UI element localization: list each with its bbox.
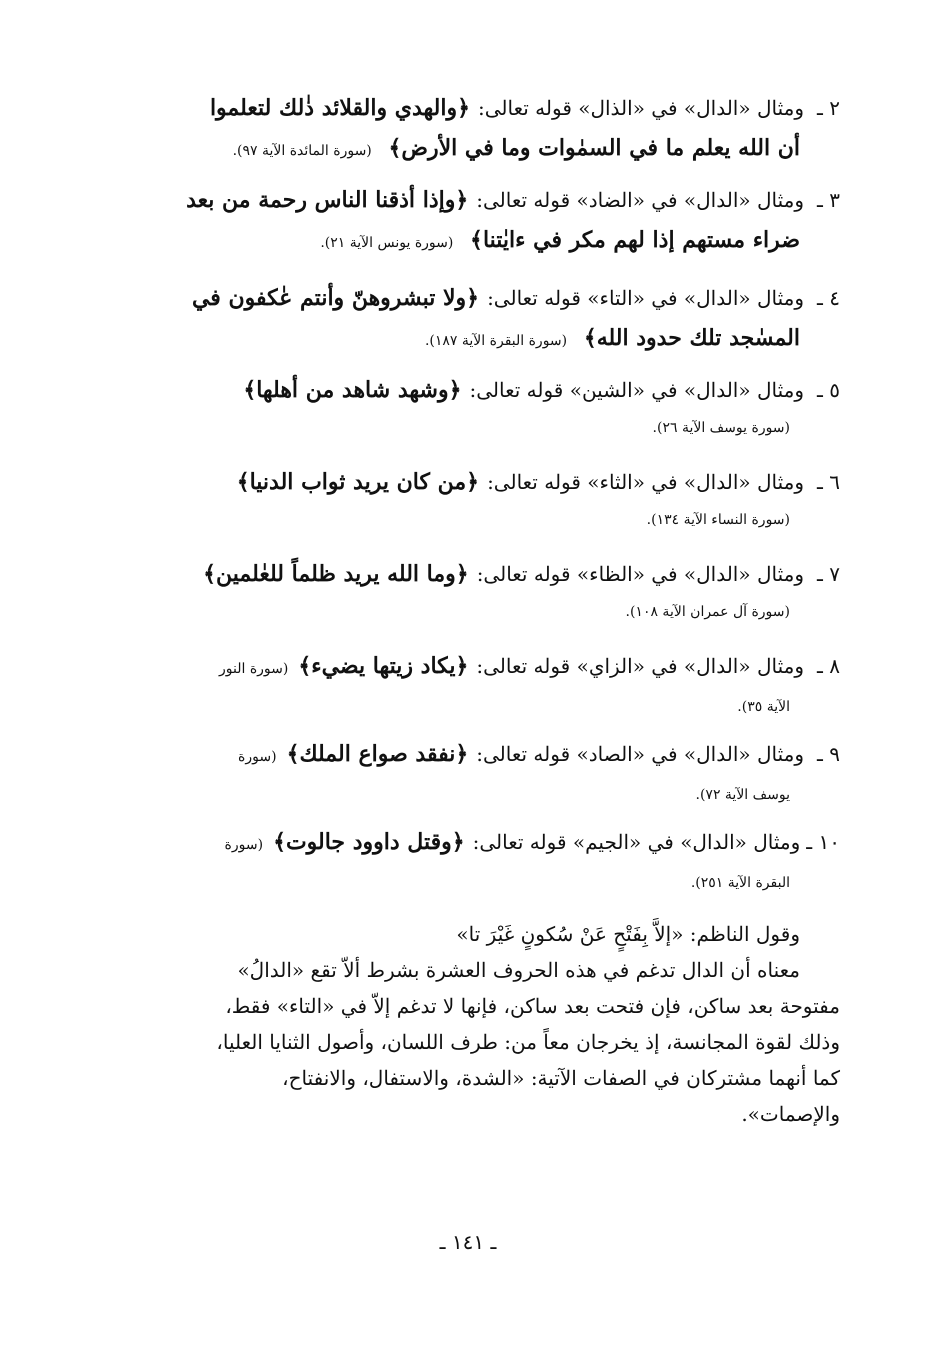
verse-source-continued: يوسف الآية ٧٢). <box>695 787 790 803</box>
verse-quote: ﴿وشهد شاهد من أهلها﴾ <box>243 377 462 403</box>
item-number: ٥ ـ <box>817 378 840 402</box>
item-number: ٩ ـ <box>817 742 840 766</box>
item-number: ١٠ ـ <box>806 830 840 854</box>
item-number: ٣ ـ <box>817 188 840 212</box>
item-line <box>125 554 840 594</box>
item-lead: ومثال «الدال» في «الضاد» قوله تعالى: <box>476 188 804 212</box>
item-lead: ومثال «الدال» في «الشين» قوله تعالى: <box>469 378 804 402</box>
verse-source: (سورة يونس الآية ٢١). <box>320 235 454 251</box>
item-lead: ومثال «الدال» في «الذال» قوله تعالى: <box>478 96 804 120</box>
item-line <box>125 278 840 318</box>
verse-source: (سورة المائدة الآية ٩٧). <box>232 143 372 159</box>
item-lead: ومثال «الدال» في «الصاد» قوله تعالى: <box>476 742 804 766</box>
verse-source-continued: البقرة الآية ٢٥١). <box>690 875 790 891</box>
list-item <box>125 462 840 554</box>
list-item <box>125 88 840 180</box>
item-number: ٤ ـ <box>817 286 840 310</box>
list-item <box>125 278 840 370</box>
verse-source: (سورة البقرة الآية ١٨٧). <box>424 333 568 349</box>
verse-quote: ﴿وما الله يريد ظلماً للعٰلمين﴾ <box>203 561 469 587</box>
paragraph-line: وذلك لقوة المجانسة، إذ يخرجان معاً من: طرف اللسان، وأصول الثنايا العليا، <box>216 1030 840 1054</box>
verse-quote: أن الله يعلم ما في السمٰوات وما في الأرض﴾ <box>388 135 800 161</box>
verse-source-continued: الآية ٣٥). <box>737 699 790 715</box>
item-number: ٨ ـ <box>817 654 840 678</box>
list-item <box>125 370 840 462</box>
item-continuation <box>125 318 840 361</box>
verse-source: (سورة <box>224 837 264 853</box>
verse-quote: ﴿والهدي والقلائد ذٰلك لتعلموا <box>209 95 470 121</box>
verse-quote: ﴿ولا تبشروهنّ وأنتم عٰكفون في <box>191 285 480 311</box>
list-item <box>125 180 840 278</box>
item-line <box>125 822 840 865</box>
paragraph-line: والإصمات». <box>741 1102 840 1126</box>
verse-source: (سورة يوسف الآية ٢٦). <box>652 420 790 436</box>
verse-source: (سورة آل عمران الآية ١٠٨). <box>625 604 790 620</box>
verse-quote: ﴿وقتل داوود جالوت﴾ <box>273 829 465 855</box>
verse-quote: ﴿نفقد صواع الملك﴾ <box>286 741 469 767</box>
verse-quote: ضراء مستهم إذا لهم مكر في ءايٰتنا﴾ <box>470 227 800 253</box>
page-body <box>125 88 840 1268</box>
list-item <box>125 734 840 822</box>
explanation-paragraph <box>125 916 840 1132</box>
paragraph-line: مفتوحة بعد ساكن، فإن فتحت بعد ساكن، فإنها لا تدغم إلاّ في «التاء» فقط، <box>225 994 840 1018</box>
item-lead: ومثال «الدال» في «التاء» قوله تعالى: <box>487 286 804 310</box>
verse-quote: المسٰجد تلك حدود الله﴾ <box>583 325 800 351</box>
item-lead: ومثال «الدال» في «الظاء» قوله تعالى: <box>476 562 804 586</box>
item-line <box>125 462 840 502</box>
verse-quote: ﴿يكاد زيتها يضيء﴾ <box>298 653 469 679</box>
item-line <box>125 646 840 689</box>
item-continuation <box>125 220 840 263</box>
paragraph-line: كما أنهما مشتركان في الصفات الآتية: «الشدة، والاستفال، والانفتاح، <box>282 1066 840 1090</box>
list-item <box>125 822 840 906</box>
item-line <box>125 734 840 777</box>
item-line <box>125 180 840 220</box>
item-lead: ومثال «الدال» في «الزاي» قوله تعالى: <box>476 654 804 678</box>
item-line <box>125 88 840 128</box>
item-number: ٧ ـ <box>817 562 840 586</box>
item-lead: ومثال «الدال» في «الثاء» قوله تعالى: <box>487 470 804 494</box>
page-number: ـ ١٤١ ـ <box>439 1230 497 1254</box>
nazim-quote-line: وقول الناظم: «إلاَّ بِفَتْحٍ عَنْ سُكونٍ غَيْرَ تا» <box>456 922 800 946</box>
item-continuation <box>125 128 840 171</box>
verse-source: (سورة النساء الآية ١٣٤). <box>646 512 790 528</box>
item-lead: ومثال «الدال» في «الجيم» قوله تعالى: <box>472 830 801 854</box>
item-number: ٦ ـ <box>817 470 840 494</box>
verse-quote: ﴿من كان يريد ثواب الدنيا﴾ <box>236 469 480 495</box>
item-number: ٢ ـ <box>817 96 840 120</box>
list-item <box>125 554 840 646</box>
paragraph-line: معناه أن الدال تدغم في هذه الحروف العشرة بشرط ألاّ تقع «الدالُ» <box>237 958 800 982</box>
verse-source: (سورة <box>238 749 277 765</box>
verse-quote: ﴿وإذا أذقنا الناس رحمة من بعد <box>186 187 469 213</box>
list-item <box>125 646 840 734</box>
verse-source: (سورة النور <box>219 661 289 677</box>
item-line <box>125 370 840 410</box>
